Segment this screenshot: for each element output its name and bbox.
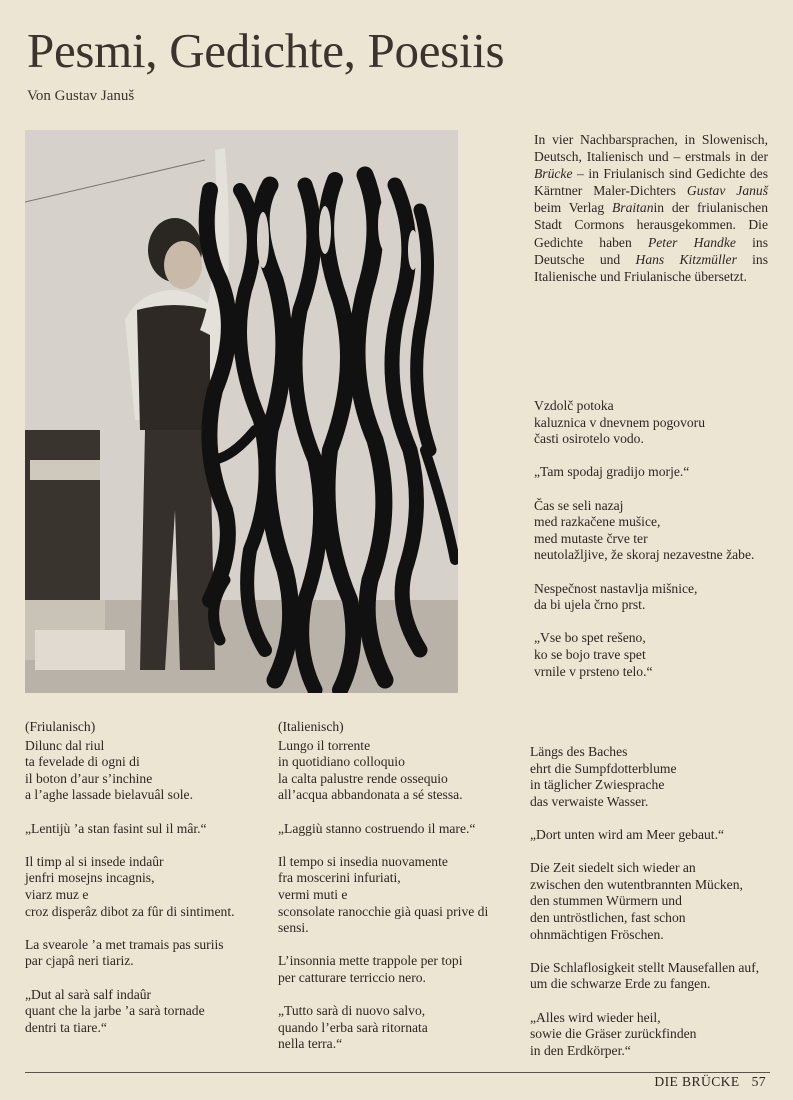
poem-line: la calta palustre rende ossequio — [278, 770, 448, 786]
translator-kitzmueller: Hans Kitzmüller — [635, 251, 737, 267]
translator-handke: Peter Handke — [647, 234, 736, 250]
intro-text-1: In vier Nachbarsprachen, in Slowenisch, Deutsch, Italienisch und – erstmals in der — [534, 132, 768, 165]
publisher-name: Braitan — [611, 200, 654, 216]
poem-line: Die Zeit siedelt sich wieder an — [530, 860, 696, 876]
poem-line: um die schwarze Erde zu fangen. — [530, 976, 711, 992]
poem-line: med mutaste črve ter — [534, 530, 648, 546]
stanza — [530, 827, 770, 844]
stanza — [25, 937, 265, 970]
stanza — [534, 464, 770, 481]
poem-italian — [278, 719, 514, 1069]
poem-line: da bi ujela črno prst. — [534, 597, 646, 613]
poem-line: „Laggiù stanno costruendo il mare.“ — [278, 820, 476, 836]
poem-line: viarz muz e — [25, 886, 89, 902]
poem-line: „Tutto sarà di nuovo salvo, — [278, 1003, 426, 1019]
poem-line: il boton d’aur s’inchine — [25, 770, 153, 786]
poem-line: das verwaiste Wasser. — [530, 793, 649, 809]
poem-line: „Dut al sarà salf indaûr — [25, 986, 152, 1002]
stanza — [534, 498, 770, 564]
artist-photo — [25, 130, 458, 693]
stanza — [278, 1003, 514, 1053]
poem-line: Vzdolč potoka — [534, 398, 614, 413]
stanza — [534, 581, 770, 614]
poem-line: sconsolate ranocchie già quasi prive di sensi. — [278, 903, 489, 936]
poem-line: quant che la jarbe ’a sarà tornade — [25, 1003, 205, 1019]
stanza — [278, 953, 514, 986]
magazine-name: Brücke — [534, 166, 573, 182]
intro-text-5: ins Deutsche und — [534, 234, 768, 267]
poem-line: Dilunc dal riul — [25, 737, 105, 753]
stanza — [25, 738, 265, 804]
stanza — [530, 860, 770, 943]
poem-line: in täglicher Zwiesprache — [530, 777, 665, 793]
page-title: Pesmi, Gedichte, Poesiis — [27, 23, 505, 78]
poem-line: sowie die Gräser zurückfinden — [530, 1026, 697, 1042]
poem-line: den stummen Würmern und — [530, 893, 682, 909]
poem-line: in den Erdkörper.“ — [530, 1042, 631, 1058]
intro-text-6: ins Italienische und Friulanische übersetzt. — [534, 251, 768, 284]
poem-slovenian — [534, 398, 770, 697]
stanza — [278, 738, 514, 804]
stanza — [278, 854, 514, 937]
poem-line: La svearole ’a met tramais pas suriis — [25, 936, 224, 952]
intro-text-4: in der friulanischen Stadt Cormons herausgekommen. Die Gedichte haben — [534, 200, 768, 250]
poem-line: jenfri mosejns incagnis, — [25, 870, 155, 886]
poem-line: neutolažljive, že skoraj nezavestne žabe. — [534, 547, 755, 563]
poem-line: fra moscerini infuriati, — [278, 870, 401, 886]
stanza — [25, 854, 265, 920]
author-name: Gustav Januš — [686, 183, 768, 199]
stanza — [530, 1010, 770, 1060]
stanza — [25, 987, 265, 1037]
poem-line: Lungo il torrente — [278, 737, 371, 753]
poem-line: „Alles wird wieder heil, — [530, 1009, 661, 1025]
poem-line: par cjapâ neri tiariz. — [25, 953, 134, 969]
intro-paragraph — [534, 131, 768, 285]
intro-text — [534, 131, 768, 285]
language-label: (Italienisch) — [278, 719, 344, 734]
poem-line: „Vse bo spet rešeno, — [534, 630, 646, 646]
stanza — [278, 821, 514, 838]
poem-line: vermi muti e — [278, 886, 348, 902]
poem-line: croz disperâz dibot za fûr di sintiment. — [25, 903, 235, 919]
poem-friulian — [25, 719, 265, 1053]
stanza — [530, 960, 770, 993]
poem-line: ehrt die Sumpfdotterblume — [530, 760, 677, 776]
poem-line: časti osirotelo vodo. — [534, 431, 644, 447]
page-number: 57 — [751, 1074, 766, 1089]
poem-german — [530, 744, 770, 1076]
poem-line: per catturare terriccio nero. — [278, 969, 426, 985]
poem-line: quando l’erba sarà ritornata — [278, 1019, 428, 1035]
poem-line: „Dort unten wird am Meer gebaut.“ — [530, 826, 725, 842]
poem-line: „Tam spodaj gradijo morje.“ — [534, 464, 690, 480]
poem-line: Čas se seli nazaj — [534, 497, 624, 513]
poem-line: nella terra.“ — [278, 1036, 343, 1052]
poem-line: vrnile v prsteno telo.“ — [534, 663, 653, 679]
poem-line: ko se bojo trave spet — [534, 646, 646, 662]
stanza — [534, 398, 770, 448]
poem-line: dentri ta tiare.“ — [25, 1019, 107, 1035]
poem-line: ta fevelade di ogni di — [25, 754, 140, 770]
byline: Von Gustav Januš — [27, 88, 135, 104]
page-footer — [654, 1074, 766, 1090]
intro-text-2: – in Friulanisch sind Gedichte des Kärntner Maler-Dichters — [534, 166, 768, 199]
poem-line: Il tempo si insedia nuovamente — [278, 853, 448, 869]
magazine-title: DIE BRÜCKE — [654, 1074, 740, 1089]
poem-line: ohnmächtigen Fröschen. — [530, 926, 664, 942]
poem-line: kaluznica v dnevnem pogovoru — [534, 414, 706, 430]
poem-line: den untröstlichen, fast schon — [530, 909, 686, 925]
poem-line: L’insonnia mette trappole per topi — [278, 953, 463, 969]
intro-text-3: beim Verlag — [534, 200, 612, 216]
poem-line: Il timp al si insede indaûr — [25, 853, 164, 869]
poem-line: Die Schlaflosigkeit stellt Mausefallen auf, — [530, 959, 760, 975]
stanza — [530, 744, 770, 810]
poem-line: zwischen den wutentbrannten Mücken, — [530, 876, 743, 892]
stanza — [534, 630, 770, 680]
poem-line: „Lentijù ’a stan fasint sul il mâr.“ — [25, 820, 207, 836]
poem-line: a l’aghe lassade bielavuâl sole. — [25, 787, 193, 803]
poem-line: in quotidiano colloquio — [278, 754, 405, 770]
poem-line: Längs des Baches — [530, 744, 628, 759]
poem-line: med razkačene mušice, — [534, 514, 661, 530]
language-label: (Friulanisch) — [25, 719, 96, 734]
poem-line: Nespečnost nastavlja mišnice, — [534, 580, 698, 596]
stanza — [25, 821, 265, 838]
footer-rule — [25, 1072, 770, 1073]
poem-line: all’acqua abbandonata a sé stessa. — [278, 787, 463, 803]
